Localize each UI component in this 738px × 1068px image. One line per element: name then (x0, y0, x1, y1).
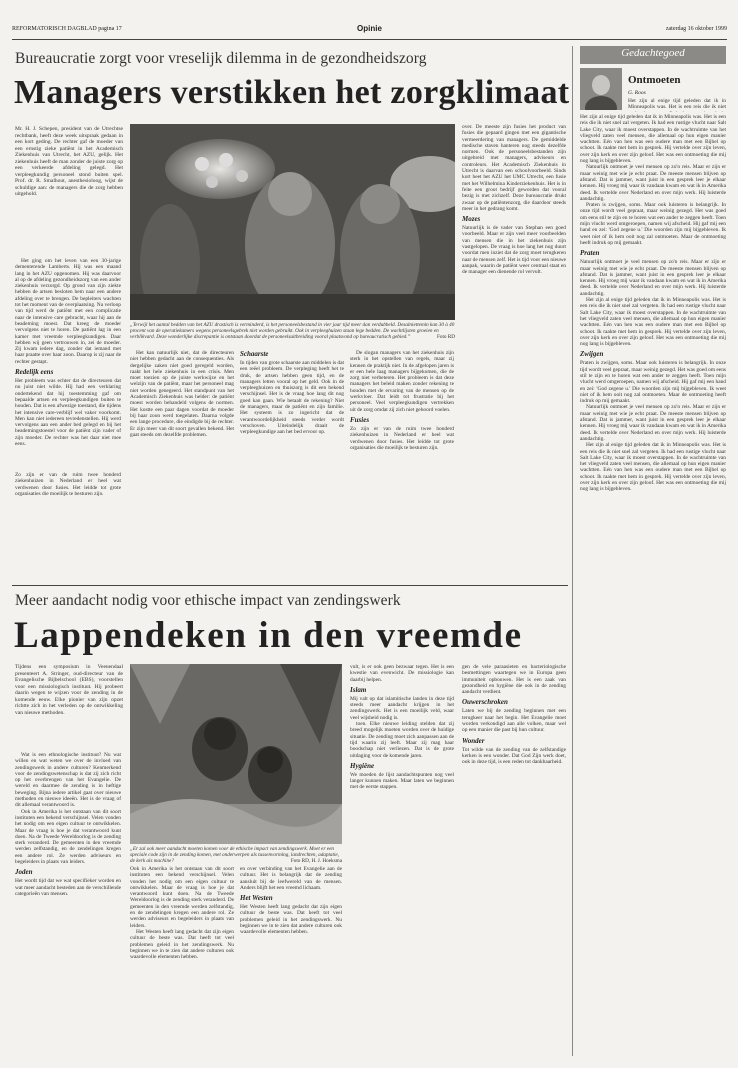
article2-intro: Tijdens een symposium in Veenendaal presenteert A. Stringer, oud-directeur van de Evangelische Bijbelschool (EBS), voorstellen voor een missiologisch instituut. Hij probeert daarin wegen te wijzen voor de zending in de komende eeuw. Elke pionier van zijn opzet richtte zich in het verleden op de ontwikkeling van nieuwe methoden. (15, 664, 123, 716)
article2-col1-text: Wat is een ethnologische instituut? Nu wat willen en wat weten we over de invloed van zendingswerk in andere culturen? Kenmerkend voor de zendingswetenschap is dat zij zich richt op het overbrengen van het Evangelie. De wereld en daarmee de zending is in heftige beweging. Bijna iedere artikel gaat over nieuwe methoden en nieuwe ideeën. Het is de vraag of dit allemaal verantwoord is. (15, 752, 121, 809)
article2-col6-subhead-ouwerschroken: Ouwerschroken (462, 698, 508, 707)
article1-col5-subhead: Mozes (462, 215, 481, 224)
article2-col2 (130, 866, 234, 1058)
sidebar-text-repeat: Natuurlijk ontmoet je veel mensen op zo'n reis. Maar er zijn er maar weinig met wie je echt praat. De meeste mensen blijven op afstand. Dat is jammer, want juist in een gesprek leer je elkaar kennen. Hij vroeg mij waar ik vandaan kwam en wat ik in Amerika deed. Ik vertelde over Nederland en over mijn werk. Hij luisterde aandachtig. (580, 164, 726, 202)
article1-col1-subhead: Redelijk eens (15, 368, 54, 377)
sidebar-text: Het zijn al enige tijd geleden dat ik in Minneapolis was. Het is een reis die ik niet snel zal vergeten. Ik had een rustige vlucht naar Salt Lake City, waar ik moest overstappen. In de wachtruimte van het vliegveld zaten veel mensen, die allemaal op hun eigen manier wachtten. Eén van hen was een oudere man met een Bijbel op schoot. Ik raakte met hem in gesprek. Hij vertelde over zijn leven, over zijn kerk en over zijn geloof. Het was een ontmoeting die mij nog lang is bijgebleven. (580, 114, 726, 165)
article1-photo-caption: „Terwijl het aantal bedden van het AZU drastisch is verminderd, is het personeelsbestand in vier jaar tijd meer dan verdubbeld. Desalniettemin kan 30 à 40 procent van de operatiekamers wegens personeelsgebrek niet worden gebruikt. Ook in verpleeghuizen staan lege bedden. De wachtlijsten groeien en verblikvard. Deze wonderlijke discrepantie is ontstaan doordat de personeelsuitbreiding vooral plaatsvond op bureaucratisch gebied.” Foto RD (130, 322, 455, 341)
sidebar-text3b: Natuurlijk ontmoet je veel mensen op zo'n reis. Maar er zijn er maar weinig met wie je echt praat. De meeste mensen blijven op afstand. Dat is jammer, want juist in een gesprek leer je elkaar kennen. Hij vroeg mij waar ik vandaan kwam en wat ik in Amerika deed. Ik vertelde over Nederland en over mijn werk. Hij luisterde aandachtig. (580, 404, 726, 442)
masthead-section: Opinie (357, 24, 382, 33)
article1-col3 (240, 350, 344, 580)
article1-col2-text: Het kan natuurlijk niet, dat de directeuren niet hebben gedacht aan de consequenties. Als dergelijke zaken niet goed geregeld worden, raakt het hele ziekenhuis in een crisis. Men moet toezien op de juiste werkwijze en het welzijn van de patiënt, maar het personeel mag niet worden genegeerd. Het standpunt van het Academisch Ziekenhuis was helder: de patiënt moest worden behandeld volgens de normen. Het kostte een paar dagen voordat de moeder bij haar zoon werd toegelaten. Daarna volgde een lange procedure, die eindigde bij de rechter. Er zijn meer van dit soort gevallen bekend. Het gaat steeds om dezelfde problemen. (130, 350, 234, 438)
sidebar-text2: Natuurlijk ontmoet je veel mensen op zo'n reis. Maar er zijn er maar weinig met wie je echt praat. De meeste mensen blijven op afstand. Dat is jammer, want juist in een gesprek leer je elkaar kennen. Hij vroeg mij waar ik vandaan kwam en wat ik in Amerika deed. Ik vertelde over Nederland en over mijn werk. Hij luisterde aandachtig. (580, 259, 726, 297)
article2-photo-credit: Foto RD, H. J. Hoeksma (290, 858, 342, 864)
article2-headline: Lappendeken in den vreemde (14, 615, 523, 656)
article1-col1-text: Het ging om het leven van een 30-jarige dementerende Lamberts. Hij was een maand lang in het AZU opgenomen. Hij was daarvoor al op de afdeling gezondheidszorg van een ander ziekenhuis verzorgd. Op grond van zijn ziekte hebben de artsen besloten hem naar een andere afdeling over te brengen. De bepleiters wachten tot het moment van de overplaatsing. Na verloop van tijd werd de patiënt met een complicatie naar de intensive care gebracht, waar hij aan de beademing moest. Dat kreeg de moeder vervolgens niet te horen. De patiënt lag in een kamer met vreemde verpleegkundigen. Daar hebben wij geen vertrouwen in, zei de moeder. Zij kwam iedere dag, zonder dat iemand met haar praatte over haar zoon. Daarop is zij naar de rechter gestapt. (15, 258, 121, 365)
article2-col1-subhead: Joden (15, 868, 33, 877)
article2-top-rule (12, 585, 568, 586)
sidebar-subhead-zwijgen: Zwijgen (580, 350, 604, 359)
masthead-date: zaterdag 16 oktober 1999 (665, 26, 727, 32)
sidebar-text-top-p: Het zijn al enige tijd geleden dat ik in Minneapolis was. Het is een reis die ik niet (628, 98, 726, 111)
article1-col5b-text: Natuurlijk is de vader van Stephan een goed voorbeeld. Maar er zijn veel meer voorbeelden van mensen die in het ziekenhuis zijn vastgelopen. De vraag is hoe lang het nog duurt voordat men inziet dat de zorg moet terugkeren naar de mensen zelf. Het is tijd voor een nieuwe aanpak, waarin de patiënt weer centraal staat en de manager een dienende rol vervult. (462, 225, 566, 276)
article1-kicker: Bureaucratie zorgt voor vreselijk dilemma in de gezondheidszorg (15, 50, 427, 67)
article2-col5 (350, 664, 454, 1058)
article1-headline: Managers verstikken het zorgklimaat (14, 74, 570, 111)
article1-col2 (130, 350, 234, 580)
sidebar-author: G. Roos (628, 90, 646, 96)
article2-col3b-text: Het Westen heeft lang gedacht dat zijn eigen cultuur de beste was. Dat heeft tot veel problemen geleid in het zendingswerk. Nu beginnen we in te zien dat andere culturen ook waardevolle elementen hebben. (240, 904, 342, 936)
article2-col3-text: en over verbinding van het Evangelie aan de cultuur. Het is belangrijk dat de zending aansluit bij de leefwereld van de mensen. Anders blijft het een vreemd lichaam. (240, 866, 342, 891)
article1-col1-cont-text: Zo zijn er van de ruim twee honderd ziekenhuizen in Nederland er heel wat verdwenen door fusies. Het leidde tot grote organisaties die moeilijk te besturen zijn. (15, 472, 121, 497)
article1-col5 (462, 124, 566, 580)
article2-col6-text: gen de vele paraasieten en bacteriologische besmettingen waartegen we in Europa geen immuniteit opbouwen. Het is een zaak van gezondheid en hygiëne die ook in de zending aandacht verdient. (462, 664, 566, 696)
article1-photo-surgery (130, 124, 455, 320)
sidebar-divider (572, 46, 573, 1056)
article2-col2-text-b: Het Westen heeft lang gedacht dat zijn eigen cultuur de beste was. Dat heeft tot veel problemen geleid in het zendingswerk. Nu beginnen we in te zien dat andere culturen ook waardevolle elementen hebben. (130, 928, 234, 961)
sidebar-label: Gedachtegoed (580, 46, 726, 64)
article2-col5b-text: Mij valt op dat islamitische landen in deze tijd steeds meer aandacht krijgen in het zendingswerk. Het is een moeilijk veld, waar veel wijsheid nodig is. (350, 695, 454, 721)
article1-col1-cont (15, 472, 121, 580)
article1-col4-text: De slogan managers van het ziekenhuis zijn sterk in het opstellen van regels, maar zij kennen de praktijk niet. In de afgelopen jaren is er een hele laag managers bijgekomen, die de zorg niet verbeteren. Het probleem is dat deze managers het beleid maken zonder rekening te houden met de ervaring van de mensen op de werkvloer. Dat leidt tot frustratie bij het personeel. Veel verpleegkundigen vertrekken uit de zorg omdat zij zich niet gehoord voelen. (350, 350, 454, 413)
sidebar-text3: Praten is zwijgen, soms. Maar ook luisteren is belangrijk. In onze tijd wordt veel gepraat, maar weinig gezegd. Het was goed om eens stil te zijn en te horen wat een ander te zeggen heeft. Toen mijn vlucht werd omgeroepen, namen wij afscheid. Hij gaf mij een hand en zei: 'God zegene u.' Die woorden zijn mij bijgebleven. Ik weet niet of ik hem ooit nog zal ontmoeten. Maar de ontmoeting heeft indruk op mij gemaakt. (580, 360, 726, 405)
sidebar-author-photo (580, 68, 622, 110)
sidebar-text-repeat2: Praten is zwijgen, soms. Maar ook luisteren is belangrijk. In onze tijd wordt veel gepraat, maar weinig gezegd. Het was goed om eens stil te zijn en te horen wat een ander te zeggen heeft. Toen mijn vlucht werd omgeroepen, namen wij afscheid. Hij gaf mij een hand en zei: 'God zegene u.' Die woorden zijn mij bijgebleven. Ik weet niet of ik hem ooit nog zal ontmoeten. Maar de ontmoeting heeft indruk op mij gemaakt. (580, 202, 726, 246)
article2-col5-text: vult, is er ook geen bezwaar tegen. Het is een kwestie van evenwicht. De missiologie kan daarbij helpen. (350, 664, 454, 683)
masthead-rule (12, 39, 727, 40)
article1-col3-subhead: Schaarste (240, 350, 269, 358)
article2-col6 (462, 664, 566, 1058)
sidebar-text-top (628, 98, 726, 112)
article2-col5c-text: We moeden de lijst aandachtspunten nog veel langer kunnen maken. Maar laten we beginnen met de eerste stappen. (350, 771, 454, 791)
article1-col1b-text: Het probleem was echter dat de directeuren dat nu juist niet wilde. Hij had een verklaring ondertekend dat hij toestemming gaf om bepaalde artsen en verpleegkundigen buiten te houden. Dat is een afwezige toestand, die tijdens het intensive care-verblijf wel vaker voorkomt. Men kan niet iedereen tevredenstellen. Hij werd vervolgens aan een ander bed gelegd en bij het beademingstoestel voor de patiënt zijn vader of zijn moeder. De rechter was het daar niet mee eens. (15, 378, 121, 448)
article2-col6b-text: Laten we bij de zending beginnen met een terugkeer naar het begin. Het Evangelie moet worden verkondigd aan alle volken, maar wel op een manier die past bij hun cultuur. (462, 708, 566, 734)
sidebar-text2b: Het zijn al enige tijd geleden dat ik in Minneapolis was. Het is een reis die ik niet snel zal vergeten. Ik had een rustige vlucht naar Salt Lake City, waar ik moest overstappen. In de wachtruimte van het vliegveld zaten veel mensen, die allemaal op hun eigen manier wachtten. Eén van hen was een oudere man met een Bijbel op schoot. Ik raakte met hem in gesprek. Hij vertelde over zijn leven, over zijn kerk en over zijn geloof. Het was een ontmoeting die mij nog lang is bijgebleven. (580, 297, 726, 348)
article2-col5-subhead-hygiene: Hygiëne (350, 761, 375, 770)
article2-photo-caption: „Er zal ook meer aandacht moeten komen voor de ethische impact van zendingswerk. Moet er een speciale code zijn in de zending komen, met onderwerpen als tussenvorming, landrechten, adaptatie, de kerk als machine? Foto RD, H. J. Hoeksma (130, 846, 342, 864)
masthead-paper-name: REFORMATORISCH DAGBLAD pagina 17 (12, 26, 122, 32)
article1-intro: Mr. H. J. Schepen, president van de Utrechtse rechtbank, heeft deze week uitspraak gedaan in een kort geding. De rechter gaf de moeder van een ernstig zieke patiënt in het Academisch Ziekenhuis van Utrecht, het AZU, gelijk. Het ziekenhuis heeft de man zonder de juiste zorg op een verkeerde afdeling gelegd. Het verpleegkundig personeel stond buiten spel. Prof. dr. R. Smalhout, anesthesioloog, wijst de schuldige aan: de managers die de zorg hebben uitgehold. (15, 126, 123, 197)
sidebar-title: Ontmoeten (628, 74, 681, 86)
article2-kicker: Meer aandacht nodig voor ethische impact van zendingswerk (15, 592, 401, 609)
article1-col5-text: over. De meeste zijn fusies het product van fusies die gepaard gingen met een gigantische vermeerdering van managers. De gemiddelde medische staven hanteren nog steeds dezelfde normen. Ook de personeelsbestanden zijn uitgebreid met managers, adviseurs en controleurs. Het Academisch Ziekenhuis in Utrecht is daarvan een schoolvoorbeeld. Sinds kort heet het AZU het UMC Utrecht, een fusie met het Wilhelmina Kinderziekenhuis. Het is in feite een groot bedrijf geworden dat vooral bezig is met zichzelf. Deze bureaucratie drukt zwaar op de patiëntenzorg, die daardoor steeds meer in het gedrang komt. (462, 124, 566, 212)
article2-col6-subhead-wonder: Wonder (462, 736, 485, 745)
article2-col4-text: toen. Elke nieuwe leiding stelden dat zij breed mogelijk moeten worden over de huidige situatie. De zending moet zich aanpassen aan de tijd waarin zij leeft. Maar zij mag haar boodschap niet verliezen. Dat is de grote uitdaging voor de komende jaren. (350, 721, 454, 759)
article2-col6c-text: Tot wilde van de zending van de zelfstandige kerken is een wonder. Dat God Zijn werk doet, ook in deze tijd, is een reden tot dankbaarheid. (462, 746, 566, 766)
sidebar-subhead-praten: Praten (580, 249, 600, 258)
article1-col4-subhead: Fusies (350, 415, 370, 424)
article1-col1 (15, 258, 121, 468)
sidebar-text3c: Het zijn al enige tijd geleden dat ik in Minneapolis was. Het is een reis die ik niet snel zal vergeten. Ik had een rustige vlucht naar Salt Lake City, waar ik moest overstappen. In de wachtruimte van het vliegveld zaten veel mensen, die allemaal op hun eigen manier wachtten. Eén van hen was een oudere man met een Bijbel op schoot. Ik raakte met hem in gesprek. Hij vertelde over zijn leven, over zijn kerk en over zijn geloof. Het was een ontmoeting die mij nog lang is bijgebleven. (580, 442, 726, 493)
masthead (12, 26, 727, 38)
article2-col2-text: Ook in Amerika is het ontstaan van dit soort instituten een bekend verschijnsel. Velen vonden het nodig om een eigen cultuur te ontwikkelen. Maar de vraag is hoe je dat verantwoord kunt doen. Na de Tweede Wereldoorlog is de zending sterk veranderd. De gemeenten in den vreemde werden zelfstandig, en de zendelingen kregen een andere rol. Ze werden adviseurs en begeleiders in plaats van leiders. (130, 866, 234, 929)
sidebar-column (580, 114, 726, 1054)
article2-col1b-text: Het wordt tijd dat we wat specifieker worden en wat meer aandacht besteden aan de verschillende categorieën van mensen. (15, 878, 121, 897)
article2-col3-subhead: Het Westen (240, 894, 273, 903)
article2-col3 (240, 866, 342, 1058)
article1-col4b-text: Zo zijn er van de ruim twee honderd ziekenhuizen in Nederland er heel wat verdwenen door fusies. Het leidde tot grote organisaties die moeilijk te besturen zijn. (350, 425, 454, 451)
article2-col1-text-b: Ook in Amerika is het ontstaan van dit soort instituten een bekend verschijnsel. Velen vonden het nodig om een eigen cultuur te ontwikkelen. Maar de vraag is hoe je dat verantwoord kunt doen. Na de Tweede Wereldoorlog is de zending sterk veranderd. De gemeenten in den vreemde werden zelfstandig, en de zendelingen kregen een andere rol. Ze werden adviseurs en begeleiders in plaats van leiders. (15, 808, 121, 866)
article1-col4 (350, 350, 454, 580)
article1-col3-text: In tijden van grote schaarste aan middelen is dat een reëel probleem. De verpleging heeft het te druk, de artsen hebben geen tijd, en de managers letten vooral op het geld. Ook in de verpleeghuizen en thuiszorg is dit een bekend verschijnsel. Het is de vraag hoe lang dit nog goed kan gaan. Wie betaalt de rekening? Niet de managers, maar de patiënt en zijn familie. Het systeem is zo ingericht dat de verantwoordelijkheid steeds verder wordt verschoven. Uiteindelijk draait de verpleegkundige aan het bed ervoor op. (240, 360, 344, 436)
article2-col5-subhead-islam: Islam (350, 685, 367, 694)
article2-photo-mission (130, 664, 342, 844)
article2-col1 (15, 752, 121, 1058)
article1-photo-credit: Foto RD (436, 334, 455, 341)
